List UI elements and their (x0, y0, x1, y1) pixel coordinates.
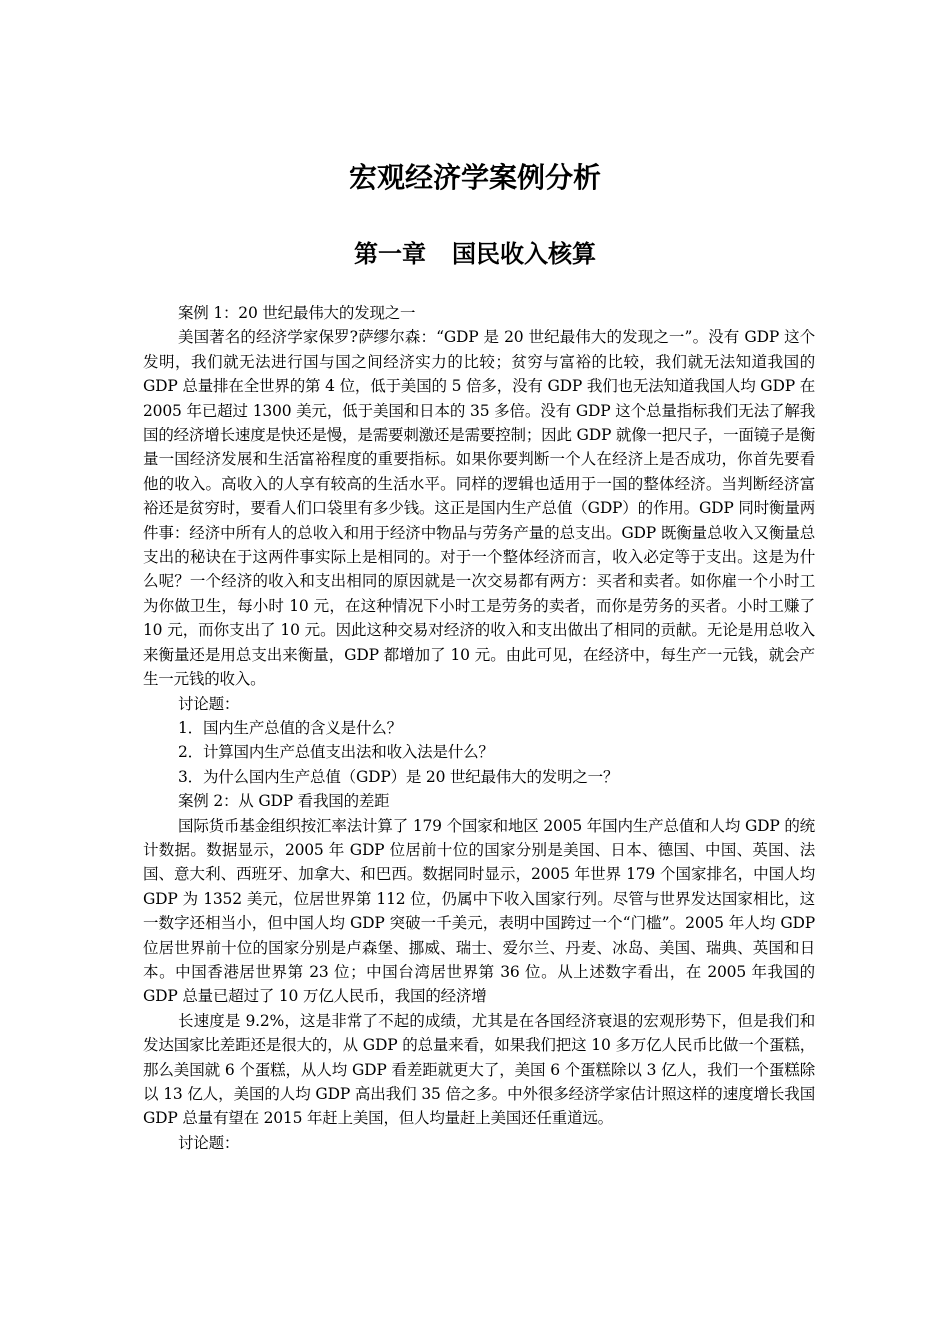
case1-question-3: 3．为什么国内生产总值（GDP）是 20 世纪最伟大的发明之一？ (178, 767, 619, 786)
document-body (143, 301, 815, 1155)
case1-question-2: 2．计算国内生产总值支出法和收入法是什么？ (178, 743, 494, 762)
chapter-name: 国民收入核算 (452, 239, 596, 268)
case1-discussion-label: 讨论题： (178, 694, 240, 713)
chapter-title (0, 236, 950, 272)
case1-question-1: 1．国内生产总值的含义是什么？ (178, 718, 402, 737)
chapter-number: 第一章 (354, 239, 426, 268)
case1-heading: 案例 1：20 世纪最伟大的发现之一 (178, 304, 416, 322)
case2-paragraph-2: 长速度是 9.2%，这是非常了不起的成绩，尤其是在各国经济衰退的宏观形势下，但是我们和发达国家比差距还是很大的，从 GDP 的总量来看，如果我们把这 10 多万亿人民币比做一个蛋糕，那么美国就 6 个蛋糕，从人均 GDP 看差距就更大了，美国 6 个蛋糕除以 3 亿人，我们一个蛋糕除以 13 亿人，美国的人均 GDP 高出我们 35 倍之多。中外很多经济学家估计照这样的速度增长我国 GDP 总量有望在 2015 年赶上美国，但人均量赶上美国还任重道远。 (143, 1011, 815, 1128)
document-title: 宏观经济学案例分析 (348, 161, 601, 194)
case2-heading: 案例 2：从 GDP 看我国的差距 (178, 792, 390, 811)
case2-discussion-label: 讨论题： (178, 1133, 240, 1152)
case1-paragraph: 美国著名的经济学家保罗?萨缪尔森：“GDP 是 20 世纪最伟大的发现之一”。没有 GDP 这个发明，我们就无法进行国与国之间经济实力的比较；贫穷与富裕的比较，我们就无法知道我国的 GDP 总量排在全世界的第 4 位，低于美国的 5 倍多，没有 GDP 我们也无法知道我国人均 GDP 在 2005 年已超过 1300 美元，低于美国和日本的 35 多倍。没有 GDP 这个总量指标我们无法了解我国的经济增长速度是快还是慢，是需要刺激还是需要控制；因此 GDP 就像一把尺子，一面镜子是衡量一国经济发展和生活富裕程度的重要指标。如果你要判断一个人在经济上是否成功，你首先要看他的收入。高收入的人享有较高的生活水平。同样的逻辑也适用于一国的整体经济。当判断经济富裕还是贫穷时，要看人们口袋里有多少钱。这正是国内生产总值（GDP）的作用。GDP 同时衡量两件事：经济中所有人的总收入和用于经济中物品与劳务产量的总支出。GDP 既衡量总收入又衡量总支出的秘诀在于这两件事实际上是相同的。对于一个整体经济而言，收入必定等于支出。这是为什么呢？一个经济的收入和支出相同的原因就是一次交易都有两方：买者和卖者。如你雇一个小时工为你做卫生，每小时 10 元，在这种情况下小时工是劳务的卖者，而你是劳务的买者。小时工赚了 10 元，而你支出了 10 元。因此这种交易对经济的收入和支出做出了相同的贡献。无论是用总收入来衡量还是用总支出来衡量，GDP 都增加了 10 元。由此可见，在经济中，每生产一元钱，就会产生一元钱的收入。 (143, 328, 815, 689)
case2-paragraph-1: 国际货币基金组织按汇率法计算了 179 个国家和地区 2005 年国内生产总值和人均 GDP 的统计数据。数据显示，2005 年 GDP 位居前十位的国家分别是美国、日本、德国、中国、英国、法国、意大利、西班牙、加拿大、和巴西。数据同时显示，2005 年世界 179 个国家排名，中国人均 GDP 为 1352 美元，位居世界第 112 位，仍属中下收入国家行列。尽管与世界发达国家相比，这一数字还相当小，但中国人均 GDP 突破一千美元，表明中国跨过一个“门槛”。2005 年人均 GDP 位居世界前十位的国家分别是卢森堡、挪威、瑞士、爱尔兰、丹麦、冰岛、美国、瑞典、英国和日本。中国香港居世界第 23 位；中国台湾居世界第 36 位。从上述数字看出，在 2005 年我国的 GDP 总量已超过了 10 万亿人民币，我国的经济增 (143, 816, 815, 1006)
